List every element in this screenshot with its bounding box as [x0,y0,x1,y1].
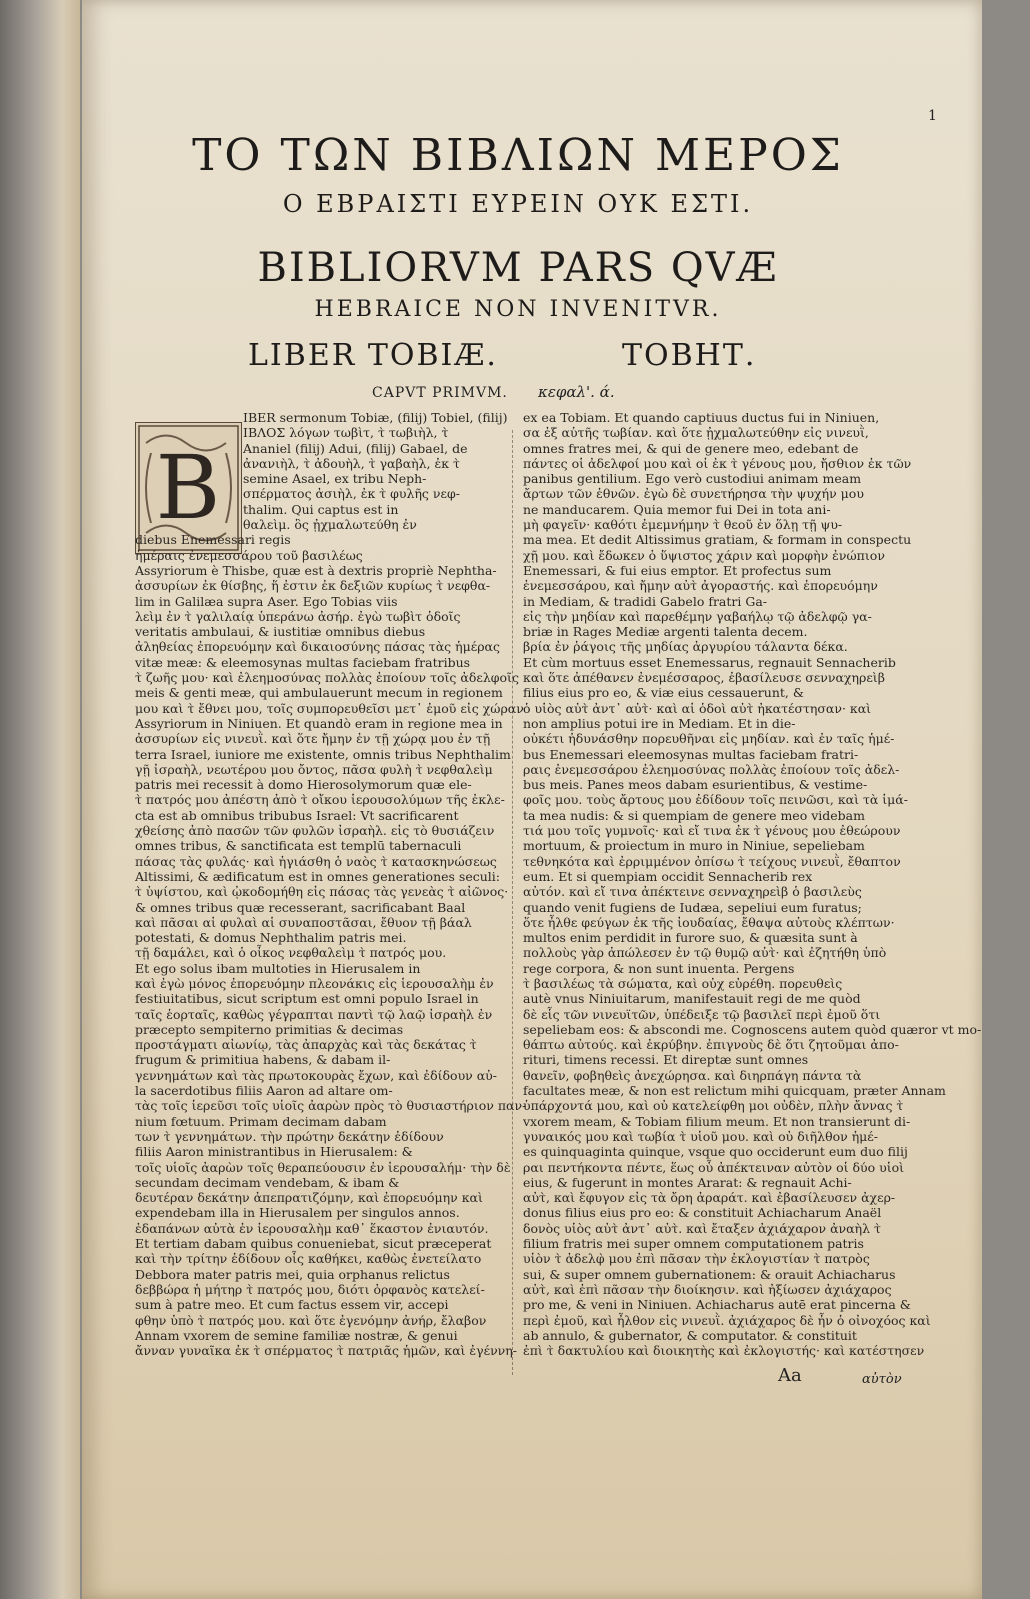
column-divider [512,430,514,1375]
text-line: terra Israel, iuniore me existente, omnis tribus Nephthalim [135,746,511,762]
text-line: χῇ μου. καὶ ἔδωκεν ὁ ὕψιστος χάριν καὶ μορφὴν ἐνώπιον [523,547,885,563]
text-line: γῇ ἰσραὴλ, νεωτέρου μου ὄντος, πᾶσα φυλὴ τ̀ νεφθαλεὶμ [135,761,493,777]
catchword: αὐτὸν [862,1372,902,1387]
text-line: τιά μου τοῖς γυμνοῖς· καὶ εἴ τινα ἐκ τ̀ γένους μου ἐθεώρουν [523,823,901,839]
text-line: καὶ ἐγὼ μόνος ἐπορευόμην πλεονάκις εἰς ἱερουσαλὴμ ἐν [135,975,494,991]
text-line: ραις ἐνεμεσσάρου ἐλεημοσύνας πολλὰς ἐποίουν τοῖς ἀδελ- [523,761,900,777]
text-line: filiis Aaron ministrantibus in Hierusalem: & [135,1144,413,1160]
text-line: γυναικός μου καὶ τωβία τ̀ υἱοῦ μου. καὶ οὐ διῆλθον ἡμέ- [523,1128,879,1144]
text-line: cta est ab omnibus tribubus Israel: Vt sacrificarent [135,807,459,823]
text-line: οὐκέτι ἠδυνάσθην πορευθῆναι εἰς μηδίαν. καὶ ἐν ταῖς ἡμέ- [523,731,895,747]
text-line: περὶ ἐμοῦ, καὶ ἦλθον εἰς νινευῒ. ἀχιάχαρος δὲ ἦν ὁ οἰνοχόος καὶ [523,1312,931,1328]
text-line: lim in Galilæa supra Aser. Ego Tobias viis [135,593,398,609]
text-line: προστάγματι αἰωνίῳ, τὰς ἀπαρχὰς καὶ τὰς δεκάτας τ̀ [135,1037,477,1053]
text-line: mortuum, & proiectum in muro in Niniue, sepeliebam [523,838,865,854]
text-line: ma mea. Et dedit Altissimus gratiam, & formam in conspectu [523,532,912,548]
text-line: τεθνηκότα καὶ ἐρριμμένον ὀπίσω τ̀ τείχους νινευῒ, ἔθαπτον [523,853,901,869]
text-line: φοῖς μου. τοὺς ἄρτους μου ἐδίδουν τοῖς πεινῶσι, καὶ τὰ ἱμά- [523,792,908,808]
svg-text:B: B [155,436,221,539]
text-line: quando venit fugiens de Iudæa, sepeliui eum furatus; [523,899,862,915]
text-line: secundam decimam vendebam, & ibam & [135,1174,400,1190]
text-line: vxorem meam, & Tobiam filium meum. Et non transierunt di- [523,1113,911,1129]
text-line: τ̀ πατρός μου ἀπέστη ἀπὸ τ̀ οἴκου ἱερουσολύμων τῆς ἐκλε- [135,792,505,808]
latin-title-line-2: HEBRAICE NON INVENITVR. [314,297,722,322]
text-line: patris mei recessit à domo Hierosolymorum quæ ele- [135,777,472,793]
text-line: omnes fratres mei, & qui de genere meo, edebant de [523,440,859,456]
text-line: multos enim perdidit in furore suo, & quæsita sunt à [523,930,858,946]
text-line: μου καὶ τ̀ ἔθνει μου, τοῖς συμπορευθεῖσι μετ᾿ ἐμοῦ εἰς χώραν [135,700,524,716]
text-line: ἄρτων τῶν ἐθνῶν. ἐγὼ δὲ συνετήρησα τὴν ψυχήν μου [523,486,864,502]
text-line: rege corpora, & non sunt inuenta. Pergens [523,960,795,976]
text-line: τὰς τοῖς ἱερεῦσι τοῖς υἱοῖς ἀαρὼν πρὸς τὸ θυσιαστήριον παν- [135,1098,527,1114]
signature-mark: Aa [778,1365,802,1386]
text-line: ἀνανιὴλ, τ̀ ἀδουὴλ, τ̀ γαβαὴλ, ἐκ τ̀ [243,455,460,471]
text-line: μὴ φαγεῖν· καθότι ἐμεμνήμην τ̀ θεοῦ ἐν ὅλῃ τῇ ψυ- [523,517,843,533]
greek-title-line-1: ΤΟ ΤΩΝ ΒΙΒΛΙΩΝ ΜΕΡΟΣ [192,130,844,181]
right-text-column [523,410,982,1385]
text-line: filium fratris mei super omnem computationem patris [523,1236,864,1252]
text-line: αὐτ̀, καὶ ἔφυγον εἰς τὰ ὄρη ἀραράτ. καὶ ἐβασίλευσεν ἀχερ- [523,1190,896,1206]
text-line: τ̀ βασιλέως τὰ σώματα, καὶ οὐχ εὑρέθη. πορευθεὶς [523,975,843,991]
text-line: ἀληθείας ἐπορευόμην καὶ δικαιοσύνης πάσας τὰς ἡμέρας [135,639,500,655]
text-line: pro me, & veni in Niniuen. Achiacharus autē erat pincerna & [523,1297,911,1313]
text-line: in Mediam, & tradidi Gabelo fratri Ga- [523,593,768,609]
text-line: ὅτε ἦλθε φεύγων ἐκ τῆς ἰουδαίας, ἔθαψα αὐτοὺς κλέπτων· [523,914,895,930]
greek-title-line-2: Ο ΕΒΡΑΙΣΤΙ ΕΥΡΕΙΝ ΟΥΚ ΕΣΤΙ. [282,190,754,218]
text-line: eum. Et si quempiam occidit Sennacherib rex [523,868,813,884]
text-line: rituri, timens recessi. Et direptæ sunt omnes [523,1052,809,1068]
text-line: facultates meæ, & non est relictum mihi quicquam, præter Annam [523,1083,946,1099]
text-line: Et ego solus ibam multoties in Hierusalem in [135,960,421,976]
text-line: φθην ὑπὸ τ̀ πατρός μου. καὶ ὅτε ἐγενόμην ἀνήρ, ἔλαβον [135,1312,487,1328]
text-line: præcepto sempiterno primitias & decimas [135,1021,404,1037]
text-line: καὶ ὅτε ἀπέθανεν ἐνεμέσσαρος, ἐβασίλευσε σενναχηρεὶβ [523,670,885,686]
text-line: δεββώρα ἡ μήτηρ τ̀ πατρός μου, διότι ὀρφανὸς κατελεί- [135,1281,485,1297]
text-line: λεὶμ ἐν τ̀ γαλιλαίᾳ ὑπεράνω ἀσήρ. ἐγὼ τωβὶτ ὁδοῖς [135,608,461,624]
text-line: Et tertiam dabam quibus conueniebat, sicut præceperat [135,1236,492,1252]
text-line: & omnes tribus quæ recesserant, sacrificabant Baal [135,899,466,915]
text-line: donus filius eius pro eo: & constituit Achiacharum Anaël [523,1205,882,1221]
text-line: veritatis ambulaui, & iustitiæ omnibus diebus [135,624,426,640]
text-line: thalim. Qui captus est in [243,501,399,517]
latin-title-line-1: BIBLIORVM PARS QVÆ [257,245,779,291]
text-line: εἰς τὴν μηδίαν καὶ παρεθέμην γαβαήλῳ τῷ ἀδελφῷ γα- [523,608,872,624]
text-line: semine Asael, ex tribu Neph- [243,471,427,487]
text-line: δονὸς υἱὸς αὐτ̀ ἀντ᾿ αὐτ̀. καὶ ἔταξεν ἀχιάχαρον ἀναὴλ τ̀ [523,1220,881,1236]
text-line: Debbora mater patris mei, quia orphanus relictus [135,1266,450,1282]
text-line: ex ea Tobiam. Et quando captiuus ductus fui in Niniuen, [523,410,880,425]
text-line: Altissimi, & ædificatum est in omnes generationes seculi: [135,868,500,884]
text-line: ὑπάρχοντά μου, καὶ οὐ κατελείφθη μοι οὐδὲν, πλὴν ἄννας τ̀ [523,1098,904,1114]
chapter-heading-latin: CAPVT PRIMVM. [372,385,508,401]
text-line: diebus Enemessari regis [135,532,291,548]
text-line: καὶ τὴν τρίτην ἐδίδουν οἷς καθήκει, καθὼς ἐνετείλατο [135,1251,482,1267]
text-line: IBER sermonum Tobiæ, (filij) Tobiel, (filij) [243,410,508,425]
left-text-column [135,410,530,1385]
text-line: frugum & primitiua habens, & dabam il- [135,1052,391,1068]
text-line: χθείσης ἀπὸ πασῶν τῶν φυλῶν ἰσραὴλ. εἰς τὸ θυσιάζειν [135,823,495,839]
text-line: πάντες οἱ ἀδελφοί μου καὶ οἱ ἐκ τ̀ γένους μου, ἤσθιον ἐκ τῶν [523,455,912,471]
text-line: nium fœtuum. Primam decimam dabam [135,1113,387,1129]
text-line: πολλοὺς γὰρ ἀπώλεσεν ἐν τῷ θυμῷ αὐτ̀· καὶ ἐζητήθη ὑπὸ [523,945,887,961]
text-line: θανεῖν, φοβηθεὶς ἀνεχώρησα. καὶ διηρπάγη πάντα τὰ [523,1067,862,1083]
text-line: Annam vxorem de semine familiæ nostræ, & genui [135,1327,458,1343]
text-line: πάσας τὰς φυλάς· καὶ ἡγιάσθη ὁ ναὸς τ̀ κατασκηνώσεως [135,853,497,869]
text-line: ὁ υἱὸς αὐτ̀ ἀντ᾿ αὐτ̀· καὶ αἱ ὁδοὶ αὐτ̀ ἠκατέστησαν· καὶ [523,700,872,716]
text-line: Ananiel (filij) Adui, (filij) Gabael, de [243,440,468,456]
text-line: ἐπὶ τ̀ δακτυλίου καὶ διοικητὴς καὶ ἐκλογιστής· καὶ κατέστησεν [523,1343,925,1359]
text-line: Enemessari, & fui eius emptor. Et profectus sum [523,562,832,578]
text-line: ἀσσυρίων ἐκ θίσβης, ἥ ἐστιν ἐκ δεξιῶν κυρίως τ̀ νεφθα- [135,578,491,594]
text-line: αὐτόν. καὶ εἴ τινα ἀπέκτεινε σενναχηρεὶβ ὁ βασιλεὺς [523,884,862,900]
text-line: ἡμέραις ἐνεμεσσάρου τοῦ βασιλέως [135,547,363,563]
book-spine [0,0,80,1599]
text-line: Assyriorum in Niniuen. Et quandò eram in regione mea in [135,715,503,731]
text-line: δὲ εἷς τῶν νινευϊτῶν, ὑπέδειξε τῷ βασιλεῖ περὶ ἐμοῦ ὅτι [523,1006,881,1022]
text-line: ἐδαπάνων αὐτὰ ἐν ἱερουσαλὴμ καθ᾿ ἕκαστον ἐνιαυτόν. [135,1220,489,1236]
text-line: panibus gentilium. Ego verò custodiui animam meam [523,471,862,487]
text-line: sepeliebam eos: & abscondi me. Cognoscens autem quòd quæror vt mo- [523,1021,982,1037]
page-number: 1 [928,108,937,124]
text-line: ta mea nudis: & si quempiam de genere meo videbam [523,807,865,823]
text-line: eius, & fugerunt in montes Ararat: & regnauit Achi- [523,1174,852,1190]
text-line: expendebam illa in Hierusalem per singulos annos. [135,1205,460,1221]
text-line: ἄνναν γυναῖκα ἐκ τ̀ σπέρματος τ̀ πατριᾶς ἡμῶν, καὶ ἐγέννη- [135,1343,517,1359]
text-line: festiuitatibus, sicut scriptum est omni populo Israel in [135,991,479,1007]
text-line: δευτέραν δεκάτην ἀπεπρατιζόμην, καὶ ἐπορευόμην καὶ [135,1190,483,1206]
text-line: σπέρματος ἀσιὴλ, ἐκ τ̀ φυλῆς νεφ- [243,486,460,502]
text-line: bus meis. Panes meos dabam esurientibus, & vestime- [523,777,868,793]
chapter-heading-greek: κεφαλ'. ά. [538,383,615,401]
text-line: των τ̀ γεννημάτων. τὴν πρώτην δεκάτην ἐδίδουν [135,1128,444,1144]
text-line: ΙΒΛΟΣ λόγων τωβὶτ, τ̀ τωβιὴλ, τ̀ [243,425,449,441]
text-line: la sacerdotibus filiis Aaron ad altare om- [135,1083,393,1099]
text-line: Assyriorum è Thisbe, quæ est à dextris propriè Nephtha- [135,562,497,578]
book-title-greek: ΤΟΒΗΤ. [622,338,757,373]
text-line: ραι πεντήκοντα πέντε, ἕως οὗ ἀπέκτειναν αὐτὸν οἱ δύο υἱοὶ [523,1159,905,1175]
text-line: ne manducarem. Quia memor fui Dei in tota ani- [523,501,831,517]
text-line: Et cùm mortuus esset Enemessarus, regnauit Sennacherib [523,654,896,670]
text-line: ταῖς ἑορταῖς, καθὼς γέγραπται παντὶ τῷ λαῷ ἰσραὴλ ἐν [135,1006,493,1022]
text-line: meis & genti meæ, qui ambulauerunt mecum in regionem [135,685,503,701]
text-line: σα ἐξ αὐτῆς τωβίαν. καὶ ὅτε ᾐχμαλωτεύθην εἰς νινευῒ, [523,425,869,441]
text-line: ab annulo, & gubernator, & computator. & constituit [523,1327,857,1343]
text-line: αὐτ̀, καὶ ἐπὶ πᾶσαν τὴν διοίκησιν. καὶ ἠξίωσεν ἀχιάχαρος [523,1281,892,1297]
text-line: τ̀ ὑψίστου, καὶ ᾠκοδομήθη εἰς πάσας τὰς γενεὰς τ̀ αἰῶνος· [135,884,509,900]
text-line: θάπτω αὐτούς. καὶ ἐκρύβην. ἐπιγνοὺς δὲ ὅτι ζητοῦμαι ἀπο- [523,1037,899,1053]
text-line: τοῖς υἱοῖς ἀαρὼν τοῖς θεραπεύουσιν ἐν ἱερουσαλήμ· τὴν δὲ [135,1159,511,1175]
text-line: non amplius potui ire in Mediam. Et in die- [523,715,796,731]
book-title-latin: LIBER TOBIÆ. [248,338,498,373]
text-line: bus Enemessari eleemosynas multas faciebam fratri- [523,746,859,762]
text-line: potestati, & domus Nephthalim patris mei. [135,930,407,946]
text-line: τ̀ ζωῆς μου· καὶ ἐλεημοσύνας πολλὰς ἐποίουν τοῖς ἀδελφοῖς [135,670,519,686]
text-line: ἀσσυρίων εἰς νινευῒ. καὶ ὅτε ἤμην ἐν τῇ χώρᾳ μου ἐν τῇ [135,731,491,747]
text-line: βρία ἐν ῥάγοις τῆς μηδίας ἀργυρίου τάλαντα δέκα. [523,639,848,655]
text-line: καὶ πᾶσαι αἱ φυλαὶ αἱ συναποστᾶσαι, ἔθυον τῇ βάαλ [135,914,472,930]
text-line: filius eius pro eo, & viæ eius cessauerunt, & [523,685,804,701]
text-line: ἐνεμεσσάρου, καὶ ἤμην αὐτ̀ ἀγοραστής. καὶ ἐπορευόμην [523,578,878,594]
text-line: autè vnus Niniuitarum, manifestauit regi de me quòd [523,991,861,1007]
text-line: vitæ meæ: & eleemosynas multas faciebam fratribus [135,654,471,670]
text-line: τῇ δαμάλει, καὶ ὁ οἶκος νεφθαλεὶμ τ̀ πατρός μου. [135,945,447,961]
text-line: sui, & super omnem gubernationem: & orauit Achiacharus [523,1266,896,1282]
text-line: sum à patre meo. Et cum factus essem vir, accepi [135,1297,449,1313]
text-line: γεννημάτων καὶ τὰς πρωτοκουρὰς ἔχων, καὶ ἐδίδουν αὐ- [135,1067,498,1083]
text-line: briæ in Rages Mediæ argenti talenta decem. [523,624,808,640]
text-line: υἱὸν τ̀ ἀδελφ̀ μου ἐπὶ πᾶσαν τὴν ἐκλογιστίαν τ̀ πατρὸς [523,1251,870,1267]
text-line: es quinquaginta quinque, vsque quo occiderunt eum duo filij [523,1144,908,1160]
text-line: omnes tribus, & sanctificata est templū tabernaculi [135,838,462,854]
text-line: θαλεὶμ. ὃς ᾐχμαλωτεύθη ἐν [243,517,417,533]
